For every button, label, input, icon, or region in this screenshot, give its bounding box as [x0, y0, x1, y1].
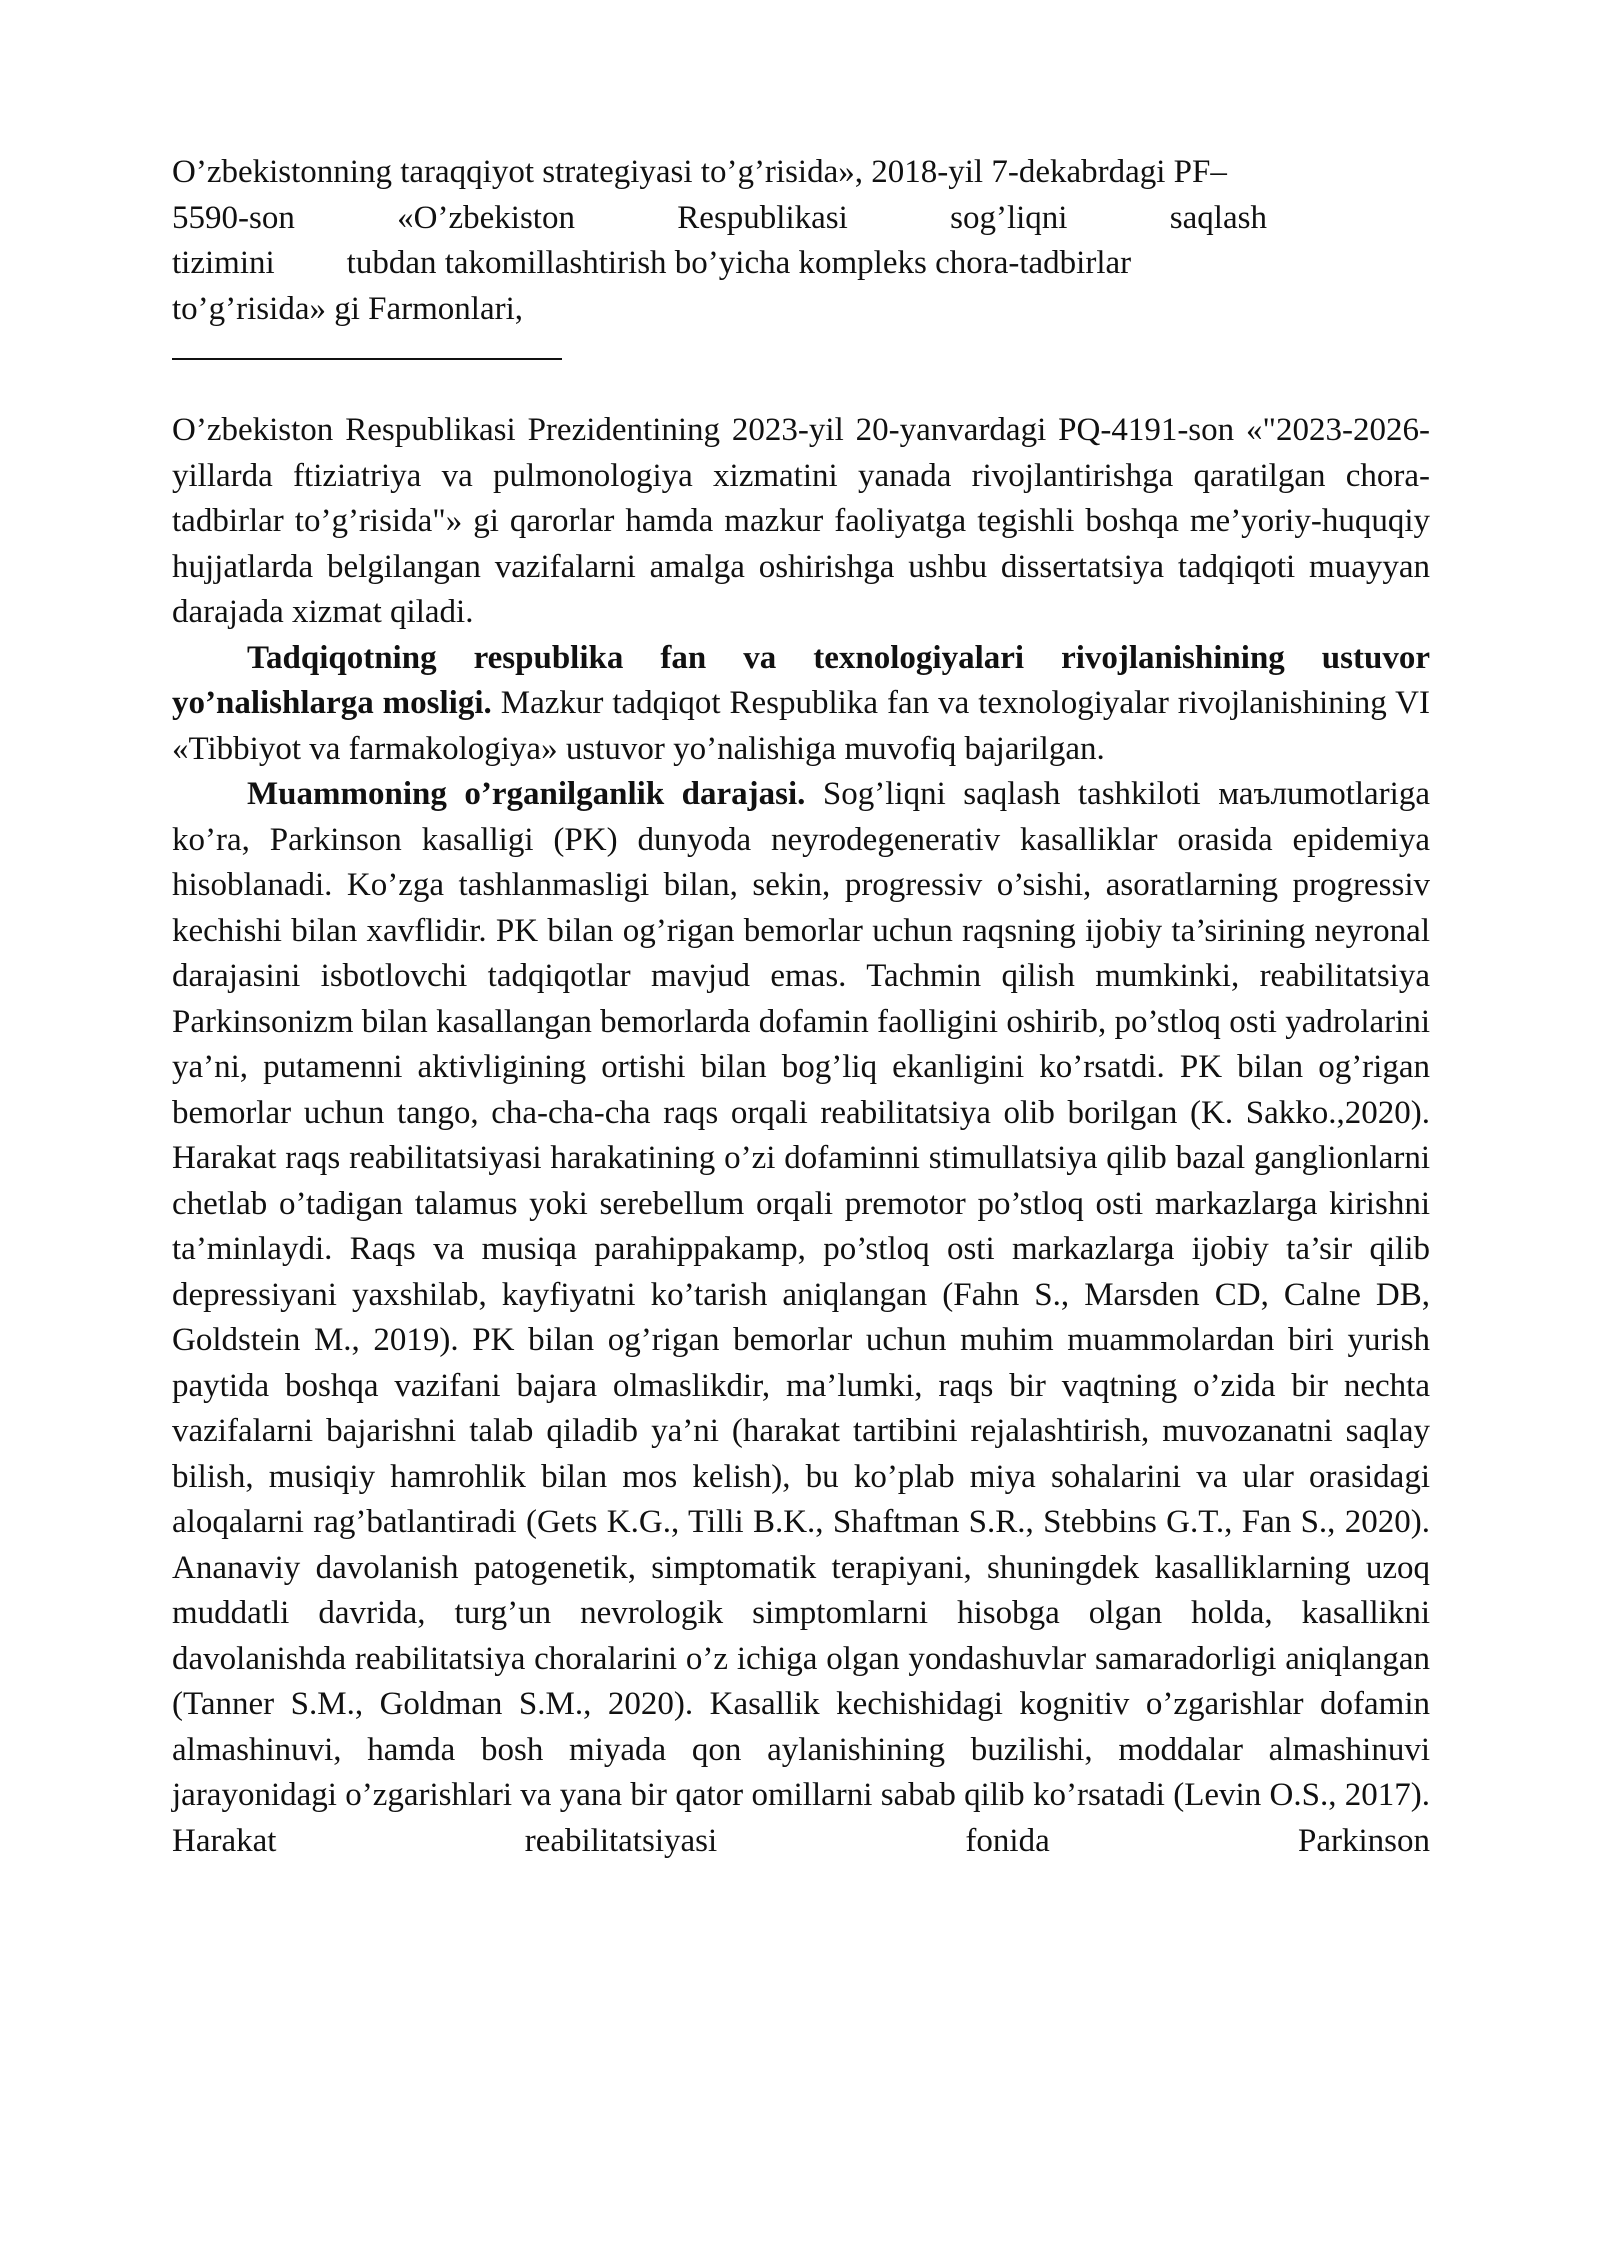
- section-heading-priority: Tadqiqotning respublika fan va texnologiyalari rivojlanishining ustuvor yo’nalishlarga mosligi.: [172, 639, 1430, 721]
- footnote-word: tizimini: [172, 245, 275, 281]
- footnote-line-2: [172, 196, 1267, 242]
- footnote-divider: [172, 358, 562, 360]
- footnote-line-4: to’g’risida» gi Farmonlari,: [172, 290, 524, 327]
- document-page: [172, 150, 1430, 1864]
- section-heading-research-level: Muammoning o’rganilganlik darajasi.: [247, 776, 806, 812]
- paragraph-priority-body: Mazkur tadqiqot Respublika fan va texnologiyalar rivojlanishining VI «Tibbiyot va farmakologiya» ustuvor yo’nalishiga muvofiq bajarilgan.: [172, 685, 1430, 767]
- footnote-line-3: [172, 241, 1267, 287]
- footnote-word: 5590-son: [172, 199, 295, 236]
- footnote-word: sog’liqni: [950, 199, 1068, 236]
- paragraph-legal-basis: O’zbekiston Respublikasi Prezidentining 2023-yil 20-yanvardagi PQ-4191-son «"2023-2026-yillarda ftiziatriya va pulmonologiya xizmatini yanada rivojlantirishga qaratilgan chora-tadbirlar to’g’risida"» gi qarorlar hamda mazkur faoliyatga tegishli boshqa me’yoriy-huquqiy hujjatlarda belgilangan vazifalarni amalga oshirishga ushbu dissertatsiya tadqiqoti muayyan darajada xizmat qiladi.: [172, 412, 1430, 630]
- footnote-block: [172, 150, 1267, 332]
- footnote-word: tubdan takomillashtirish bo’yicha kompleks chora-tadbirlar: [346, 245, 1132, 281]
- footnote-line-1: O’zbekistonning taraqqiyot strategiyasi to’g’risida», 2018-yil 7-dekabrdagi PF–: [172, 154, 1227, 190]
- footnote-word: «O’zbekiston: [397, 199, 575, 236]
- footnote-word: saqlash: [1169, 199, 1267, 236]
- paragraph-priority-directions: [172, 636, 1430, 773]
- paragraph-research-level: [172, 772, 1430, 1864]
- footnote-word: Respublikasi: [677, 199, 848, 236]
- paragraph-research-level-body: Sog’liqni saqlash tashkiloti маълumotlariga ko’ra, Parkinson kasalligi (PK) dunyoda neyrodegenerativ kasalliklar orasida epidemiya hisoblanadi. Ko’zga tashlanmasligi bilan, sekin, progressiv o’sishi, asoratlarning progressiv kechishi bilan xavflidir. PK bilan og’rigan bemorlar uchun raqsning ijobiy ta’sirining neyronal darajasini isbotlovchi tadqiqotlar mavjud emas. Tachmin qilish mumkinki, reabilitatsiya Parkinsonizm bilan kasallangan bemorlarda dofamin faolligini oshirib, po’stloq osti yadrolarini ya’ni, putamenni aktivligining ortishi bilan bog’liq ekanligini ko’rsatdi. PK bilan og’rigan bemorlar uchun tango, cha-cha-cha raqs orqali reabilitatsiya olib borilgan (K. Sakko.,2020). Harakat raqs reabilitatsiyasi harakatining o’zi dofaminni stimullatsiya qilib bazal ganglionlarni chetlab o’tadigan talamus yoki serebellum orqali premotor po’stloq osti markazlarga kirishni ta’minlaydi. Raqs va musiqa parahippakamp, po’stloq osti markazlarga ijobiy ta’sir qilib depressiyani yaxshilab, kayfiyatni ko’tarish aniqlangan (Fahn S., Marsden CD, Calne DB, Goldstein M., 2019). PK bilan og’rigan bemorlar uchun muhim muammolardan biri yurish paytida boshqa vazifani bajara olmaslikdir, ma’lumki, raqs bir vaqtning o’zida bir nechta vazifalarni bajarishni talab qiladib ya’ni (harakat tartibini rejalashtirish, muvozanatni saqlay bilish, musiqiy hamrohlik bilan mos kelish), bu ko’plab miya sohalarini va ular orasidagi aloqalarni rag’batlantiradi (Gets K.G., Tilli B.K., Shaftman S.R., Stebbins G.T., Fan S., 2020). Ananaviy davolanish patogenetik, simptomatik terapiyani, shuningdek kasalliklarning uzoq muddatli davrida, turg’un nevrologik simptomlarni hisobga olgan holda, kasallikni davolanishda reabilitatsiya choralarini o’z ichiga olgan yondashuvlar samaradorligi aniqlangan (Tanner S.M., Goldman S.M., 2020). Kasallik kechishidagi kognitiv o’zgarishlar dofamin almashinuvi, hamda bosh miyada qon aylanishining buzilishi, moddalar almashinuvi jarayonidagi o’zgarishlari va yana bir qator omillarni sabab qilib ko’rsatadi (Levin O.S., 2017). Harakat reabilitatsiyasi fonida Parkinson: [172, 776, 1430, 1859]
